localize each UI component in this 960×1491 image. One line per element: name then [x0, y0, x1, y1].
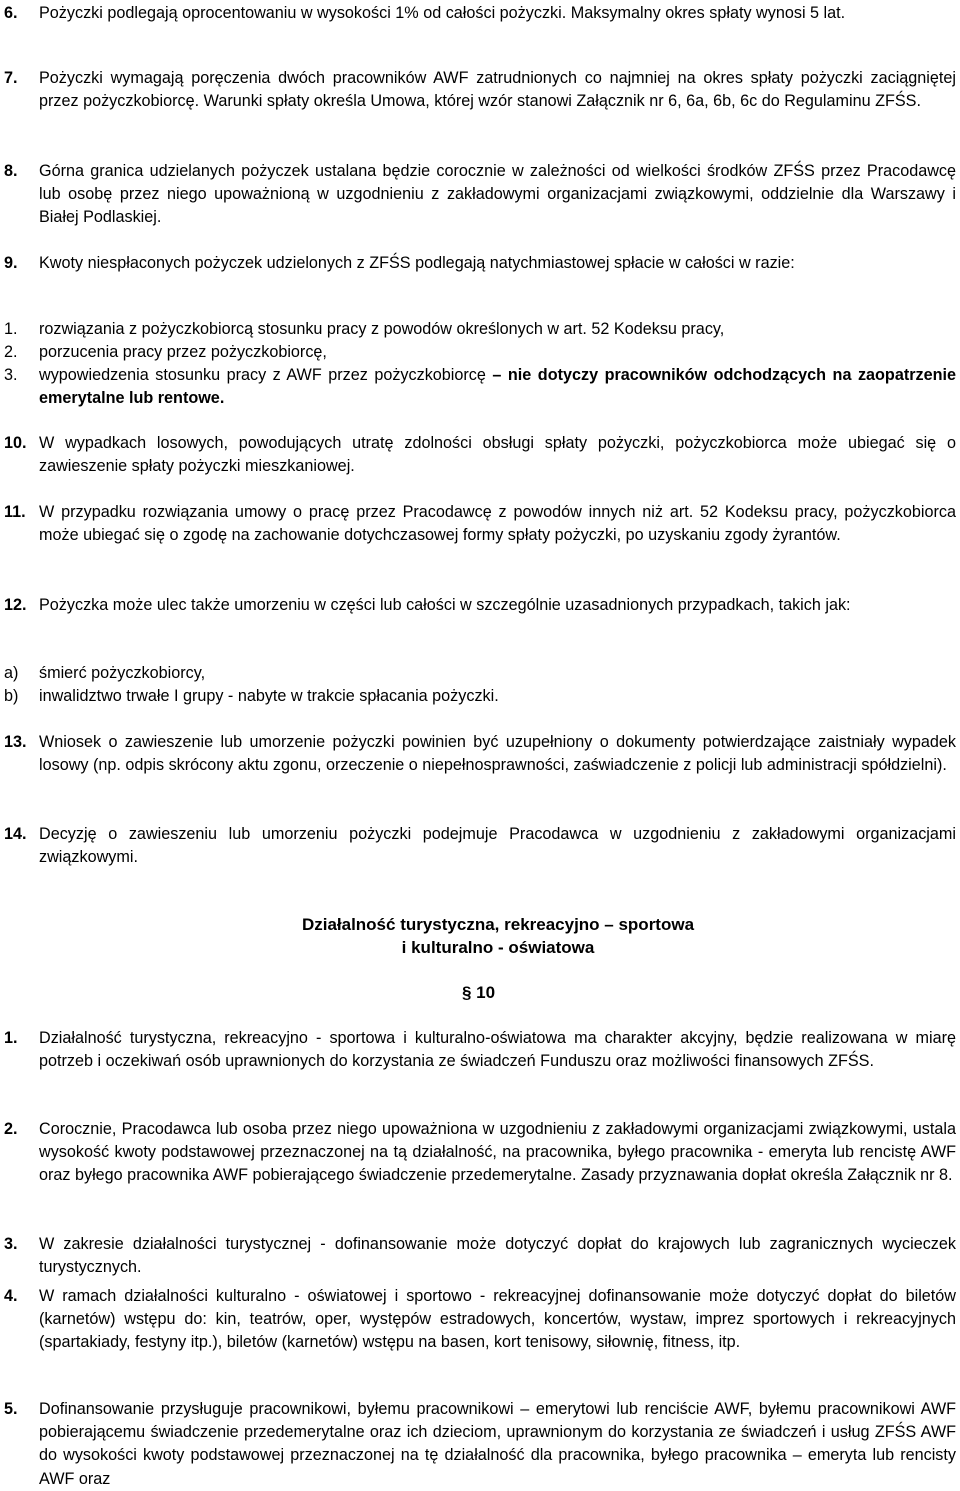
list-item-11 [4, 501, 956, 547]
sub-item-9-2 [4, 341, 956, 364]
item-text: W ramach działalności kulturalno - oświatowej i sportowo - rekreacyjnej dofinansowanie może dotyczyć dopłat do biletów (karnetów) wstępu do: kin, teatrów, oper, występów estradowych, koncertów, wystaw, imprez sportowych i rekreacyjnych (spartakiady, festyny itp.), biletów (karnetów) wstępu na basen, kort tenisowy, siłownię, fitness, itp. [39, 1287, 956, 1352]
item-number: 8. [4, 162, 18, 180]
item-number: 12. [4, 596, 27, 614]
item-text: W zakresie działalności turystycznej - dofinansowanie może dotyczyć dopłat do krajowych lub zagranicznych wycieczek turystycznych. [39, 1235, 956, 1277]
item-text: W przypadku rozwiązania umowy o pracę przez Pracodawcę z powodów innych niż art. 52 Kodeksu pracy, pożyczkobiorca może ubiegać się o zgodę na zachowanie dotychczasowej formy spłaty pożyczki, po uzyskaniu zgody żyrantów. [39, 503, 956, 545]
item-number: b) [4, 687, 19, 705]
item-text: Pożyczki podlegają oprocentowaniu w wysokości 1% od całości pożyczki. Maksymalny okres spłaty wynosi 5 lat. [39, 4, 846, 22]
item-text-bold: – nie dotyczy pracowników odchodzących na zaopatrzenie emerytalne lub rentowe. [39, 366, 957, 408]
sub-item-12-b [4, 685, 956, 708]
list-item-9 [4, 252, 956, 275]
item-number: 1. [4, 320, 18, 338]
item-text: śmierć pożyczkobiorcy, [39, 664, 206, 682]
item-text: Pożyczki wymagają poręczenia dwóch pracowników AWF zatrudnionych co najmniej na okres spłaty pożyczki zaciągniętej przez pożyczkobiorcę. Warunki spłaty określa Umowa, której wzór stanowi Załącznik nr 6, 6a, 6b, 6c do Regulaminu ZFŚS. [39, 69, 956, 111]
sub-item-9-3 [4, 364, 956, 410]
section-item-4 [4, 1285, 956, 1355]
list-item-8 [4, 160, 956, 230]
item-number: 9. [4, 254, 18, 272]
list-item-13 [4, 731, 956, 777]
item-text: W wypadkach losowych, powodujących utratę zdolności obsługi spłaty pożyczki, pożyczkobiorca może ubiegać się o zawieszenie spłaty pożyczki mieszkaniowej. [39, 434, 956, 476]
item-text: Działalność turystyczna, rekreacyjno - sportowa i kulturalno-oświatowa ma charakter akcyjny, będzie realizowana w miarę potrzeb i oczekiwań osób uprawnionych do korzystania ze świadczeń Funduszu oraz możliwości finansowych ZFŚS. [39, 1029, 956, 1071]
item-text: Pożyczka może ulec także umorzeniu w części lub całości w szczególnie uzasadnionych przypadkach, takich jak: [39, 596, 851, 614]
sub-item-12-a [4, 662, 956, 685]
item-number: 6. [4, 4, 18, 22]
item-text-normal: wypowiedzenia stosunku pracy z AWF przez pożyczkobiorcę [39, 366, 486, 384]
section-item-1 [4, 1027, 956, 1073]
list-item-7 [4, 67, 956, 113]
list-item-10 [4, 432, 956, 478]
item-number: 4. [4, 1287, 18, 1305]
item-number: 2. [4, 343, 18, 361]
item-number: 11. [4, 503, 26, 521]
item-number: 14. [4, 825, 27, 843]
item-number: 2. [4, 1120, 18, 1138]
item-text: Górna granica udzielanych pożyczek ustalana będzie corocznie w zależności od wielkości środków ZFŚS przez Pracodawcę lub osobę przez niego upoważnioną w uzgodnieniu z zakładowymi organizacjami związkowymi, oddzielnie dla Warszawy i Białej Podlaskiej. [39, 162, 956, 227]
item-text: porzucenia pracy przez pożyczkobiorcę, [39, 343, 327, 361]
item-text: inwalidztwo trwałe I grupy - nabyte w trakcie spłacania pożyczki. [39, 687, 499, 705]
item-number: 7. [4, 69, 18, 87]
item-number: 5. [4, 1400, 18, 1418]
item-text: Kwoty niespłaconych pożyczek udzielonych z ZFŚS podlegają natychmiastowej spłacie w całości w razie: [39, 254, 795, 272]
item-number: 3. [4, 366, 18, 384]
section-item-5 [4, 1398, 956, 1491]
item-text: Wniosek o zawieszenie lub umorzenie pożyczki powinien być uzupełniony o dokumenty potwierdzające zaistniały wypadek losowy (np. odpis skrócony aktu zgonu, orzeczenie o niepełnosprawności, zaświadczenie z policji lub administracji spółdzielni). [39, 733, 956, 775]
item-number: 13. [4, 733, 27, 751]
list-item-14 [4, 823, 956, 869]
item-text: Decyzję o zawieszeniu lub umorzeniu pożyczki podejmuje Pracodawca w uzgodnieniu z zakładowymi organizacjami związkowymi. [39, 825, 956, 867]
list-item-6 [4, 2, 956, 25]
item-number: 10. [4, 434, 27, 452]
sub-item-9-1 [4, 318, 956, 341]
item-text [39, 364, 956, 410]
list-item-12 [4, 594, 956, 617]
section-item-2 [4, 1118, 956, 1188]
section-title-line-1: Działalność turystyczna, rekreacyjno – sportowa [301, 915, 695, 934]
item-text: rozwiązania z pożyczkobiorcą stosunku pracy z powodów określonych w art. 52 Kodeksu pracy, [39, 320, 725, 338]
item-text: Dofinansowanie przysługuje pracownikowi, byłemu pracownikowi – emerytowi lub renciście AWF, byłemu pracownikowi AWF pobierającemu świadczenie przedemerytalne oraz ich dzieciom, uprawnionym do korzystania ze świadczeń i usług ZFŚS AWF do wysokości kwoty podstawowej przeznaczonej na tę działalność dla pracownika, byłego pracownika – emeryta lub rencisty AWF oraz [39, 1400, 956, 1488]
section-title-line-2: i kulturalno - oświatowa [401, 938, 595, 957]
paragraph-number: § 10 [462, 983, 496, 1002]
item-text: Corocznie, Pracodawca lub osoba przez niego upoważniona w uzgodnieniu z zakładowymi organizacjami związkowymi, ustala wysokość kwoty podstawowej przeznaczonej na tą działalność, na pracownika, byłego pracownika - emeryta lub rencistę AWF oraz byłego pracownika AWF pobierającego świadczenie przedemerytalne. Zasady przyznawania dopłat określa Załącznik nr 8. [39, 1120, 956, 1185]
section-item-3 [4, 1233, 956, 1279]
item-number: 3. [4, 1235, 18, 1253]
item-number: a) [4, 664, 19, 682]
item-number: 1. [4, 1029, 18, 1047]
